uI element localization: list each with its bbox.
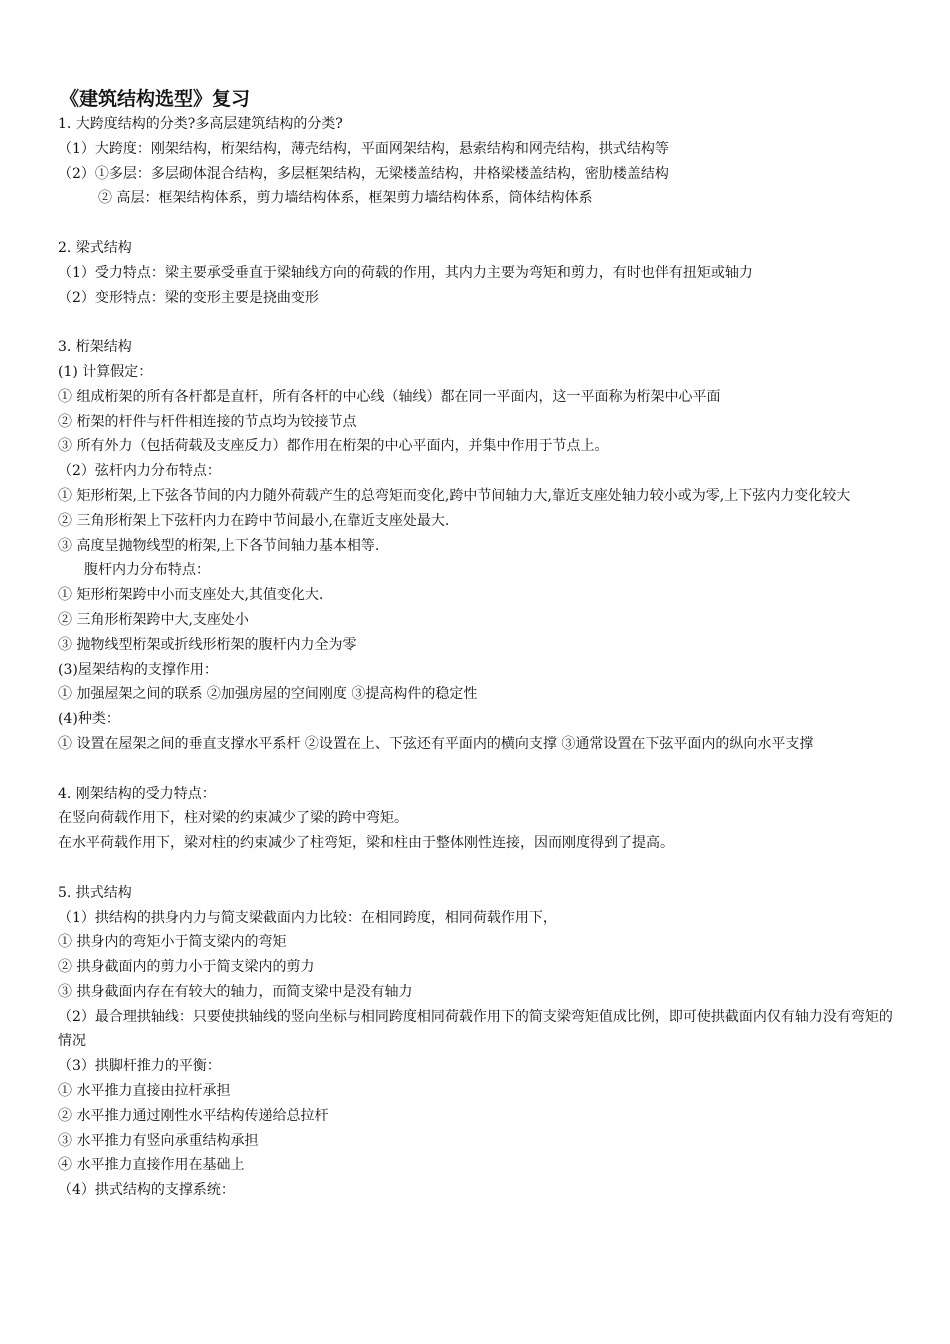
text-line: 腹杆内力分布特点： — [84, 562, 210, 579]
text-line: 1. 大跨度结构的分类?多高层建筑结构的分类? — [58, 116, 343, 132]
text-line: （3）拱脚杆推力的平衡： — [58, 1058, 221, 1075]
text-line: ② 桁架的杆件与杆件相连接的节点均为铰接节点 — [58, 413, 357, 430]
text-line: (1) 计算假定： — [58, 363, 153, 380]
text-line: （2）①多层：多层砌体混合结构，多层框架结构，无梁楼盖结构，井格梁楼盖结构，密肋楼盖结构 — [58, 165, 669, 182]
text-line: ① 设置在屋架之间的垂直支撑水平系杆 ②设置在上、下弦还有平面内的横向支撑 ③通常设置在下弦平面内的纵向水平支撑 — [58, 735, 814, 752]
text-line: ② 水平推力通过刚性水平结构传递给总拉杆 — [58, 1107, 329, 1124]
text-line: 在竖向荷载作用下，柱对梁的约束减少了梁的跨中弯矩。 — [58, 810, 408, 827]
section-heading: 2. 梁式结构 — [58, 239, 132, 256]
text-line: ① 水平推力直接由拉杆承担 — [58, 1083, 231, 1100]
text-line: （2）变形特点：梁的变形主要是挠曲变形 — [58, 289, 319, 306]
text-line: ③ 抛物线型桁架或折线形桁架的腹杆内力全为零 — [58, 636, 357, 653]
text-line: ① 拱身内的弯矩小于简支梁内的弯矩 — [58, 934, 287, 951]
document-title: 《建筑结构选型》复习 — [60, 88, 251, 110]
text-line: （1）拱结构的拱身内力与简支梁截面内力比较：在相同跨度，相同荷载作用下， — [58, 909, 557, 926]
text-line: ③ 高度呈抛物线型的桁架,上下各节间轴力基本相等. — [58, 537, 380, 554]
text-line: ① 组成桁架的所有各杆都是直杆，所有各杆的中心线（轴线）都在同一平面内，这一平面称为桁架中心平面 — [58, 388, 721, 405]
text-line: （4）拱式结构的支撑系统： — [58, 1182, 235, 1199]
text-line: ② 拱身截面内的剪力小于简支梁内的剪力 — [58, 959, 315, 976]
text-line: （1）大跨度：刚架结构，桁架结构，薄壳结构，平面网架结构，悬索结构和网壳结构，拱式结构等 — [58, 140, 669, 157]
text-line: 在水平荷载作用下，梁对柱的约束减少了柱弯矩，梁和柱由于整体刚性连接，因而刚度得到了提高。 — [58, 835, 674, 852]
blank-line — [58, 211, 896, 236]
blank-line — [58, 757, 896, 782]
text-line: （2）弦杆内力分布特点： — [58, 463, 221, 480]
section-heading: 4. 刚架结构的受力特点： — [58, 785, 216, 802]
section-heading: 5. 拱式结构 — [58, 884, 132, 901]
blank-line — [58, 310, 896, 335]
text-line: （2）最合理拱轴线：只要使拱轴线的竖向坐标与相同跨度相同荷载作用下的简支梁弯矩值成比例，即可使拱截面内仅有轴力没有弯矩的情况 — [58, 1008, 893, 1050]
text-line: (3)屋架结构的支撑作用： — [58, 661, 218, 678]
text-line: ① 矩形桁架跨中小而支座处大,其值变化大. — [58, 587, 324, 604]
blank-line — [58, 856, 896, 881]
text-line: ③ 水平推力有竖向承重结构承担 — [58, 1132, 259, 1149]
text-line: ② 三角形桁架上下弦杆内力在跨中节间最小,在靠近支座处最大. — [58, 512, 450, 529]
text-line: ④ 水平推力直接作用在基础上 — [58, 1157, 245, 1174]
text-line: ③ 所有外力（包括荷载及支座反力）都作用在桁架的中心平面内，并集中作用于节点上。 — [58, 438, 609, 455]
text-line: (4)种类： — [58, 711, 120, 728]
text-line: ② 三角形桁架跨中大,支座处小 — [58, 611, 249, 628]
section-heading: 3. 桁架结构 — [58, 339, 132, 356]
text-line: ③ 拱身截面内存在有较大的轴力，而简支梁中是没有轴力 — [58, 983, 413, 1000]
text-line: （1）受力特点：梁主要承受垂直于梁轴线方向的荷载的作用，其内力主要为弯矩和剪力，有时也伴有扭矩或轴力 — [58, 264, 753, 281]
text-line: ② 高层：框架结构体系，剪力墙结构体系，框架剪力墙结构体系，筒体结构体系 — [98, 190, 593, 207]
text-line: ① 加强屋架之间的联系 ②加强房屋的空间刚度 ③提高构件的稳定性 — [58, 686, 478, 703]
document-body — [58, 112, 896, 1203]
text-line: ① 矩形桁架,上下弦各节间的内力随外荷载产生的总弯矩而变化,跨中节间轴力大,靠近支座处轴力较小或为零,上下弦内力变化较大 — [58, 487, 851, 504]
